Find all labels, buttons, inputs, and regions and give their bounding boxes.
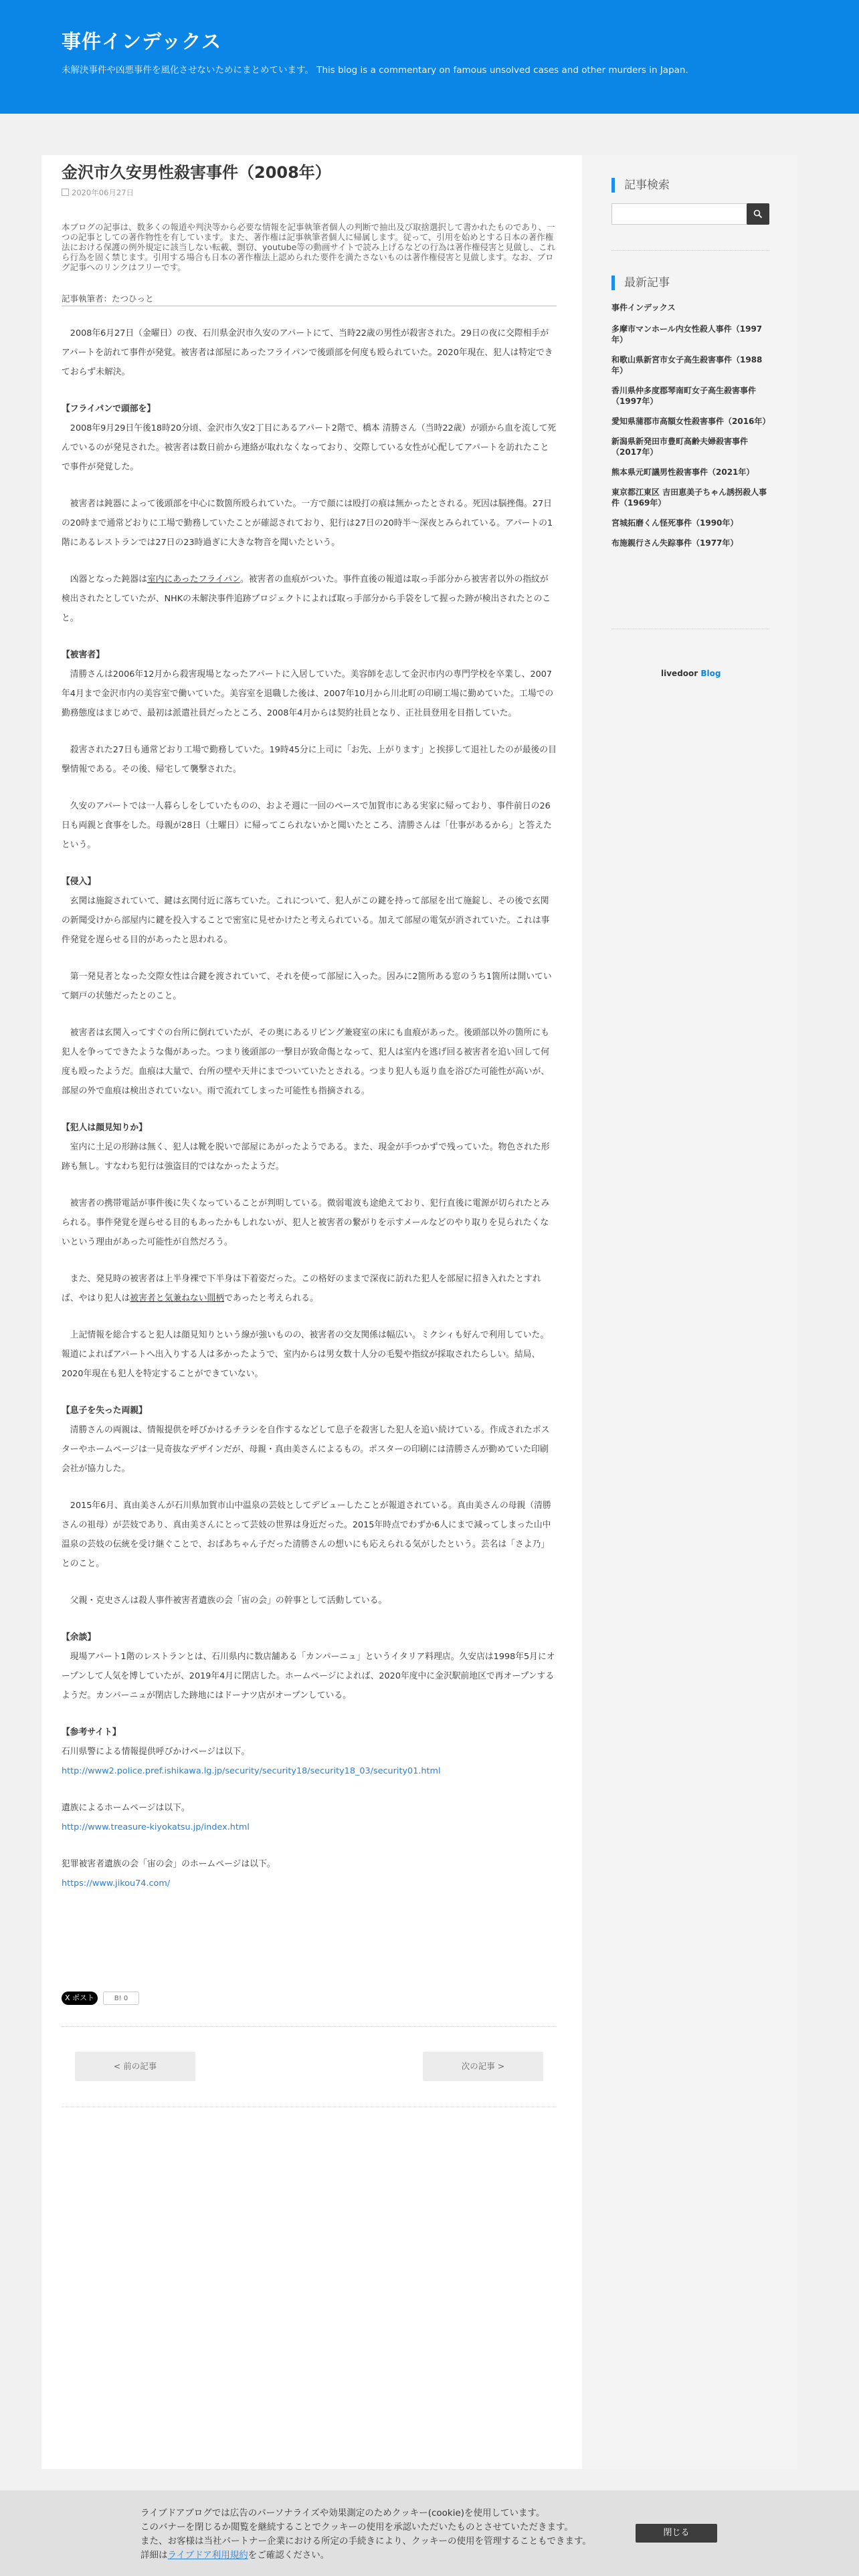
section [62, 1118, 557, 1176]
divider [62, 2026, 557, 2027]
cookie-line: また、お客様は当社パートナー企業における所定の手続きにより、クッキーの使用を管理することもできます。 [140, 2536, 591, 2547]
section-heading: 【犯人は顔見知りか】 [62, 1123, 147, 1133]
divider [611, 250, 769, 251]
paragraph: 被害者は鈍器によって後頭部を中心に数箇所殴られていた。一方で顔には殴打の痕は無かったとされる。死因は脳挫傷。27日の20時まで通常どおりに工場で勤務していたことが確認されており、犯行は27日の20時半〜深夜とみられている。アパートの1階にあるレストランでは27日の23時過ぎに大きな物音を聞いたという。 [62, 499, 553, 548]
article-title: 金沢市久安男性殺害事件（2008年） [62, 163, 331, 182]
site-header [0, 0, 859, 114]
cookie-line: このバナーを閉じるか閲覧を継続することでクッキーの使用を承認いただいたものとさせていただきます。 [140, 2522, 573, 2533]
text: 。被害者の血痕がついた。事件直後の報道は取っ手部分から被害者以外の指紋が検出されたとしていたが、NHKの未解決事件追跡プロジェクトによれば取っ手部分から手袋をして握った跡が検出されたとのこと。 [62, 574, 551, 623]
copyright-disclaimer: 本ブログの記事は、数多くの報道や判決等から必要な情報を記事執筆者個人の判断で抽出及び取捨選択して書かれたものであり、一つの記事としての著作物性を有しています。また、著作権は記事執筆者個人に帰属します。従って、引用を始めとする日本の著作権法における保護の例外規定に該当しない転載、剽窃、youtube等の動画サイトで読み上げるなどの行為は著作権侵害と見做し、これら行為を固く禁じます。引用する場合も日本の著作権法上認められた要件を満たさないものは著作権侵害と見做します。なお、ブログ記事へのリンクはフリーです。 [62, 222, 556, 272]
share-x-button[interactable]: X ポスト [62, 1992, 98, 2005]
paragraph: 2015年6月、真由美さんが石川県加賀市山中温泉の芸妓としてデビューしたことが報道されている。真由美さんの母親（清勝さんの祖母）が芸妓であり、真由美さんにとって芸妓の世界は身近だった。2015年時点でわずか6人にまで減ってしまった山中温泉の芸妓の伝統を受け継ぐことで、おばあちゃん子だった清勝さんの想いにも応えられる気がしたという。芸名は「さよ乃」とのこと。 [62, 1501, 551, 1569]
hatena-bookmark-button[interactable]: B! 0 [103, 1992, 139, 2005]
reference-link-family[interactable]: http://www.treasure-kiyokatsu.jp/index.html [62, 1822, 250, 1832]
text: 凶器となった鈍器は [62, 574, 147, 584]
next-article-button[interactable]: 次の記事 > [423, 2052, 543, 2081]
reference-item [62, 1854, 557, 1893]
reference-item [62, 1798, 557, 1837]
paragraph: 2008年9月29日午後18時20分頃、金沢市久安2丁目にあるアパート2階で、橋本 清勝さん（当時22歳）が頭から血を流して死んでいるのが発見された。被害者は数日前から連絡が取れなくなっており、交際している女性が心配してアパートを訪れたことで事件が発覚した。 [62, 423, 557, 472]
paragraph: 久安のアパートでは一人暮らしをしていたものの、およそ週に一回のペースで加賀市にある実家に帰っており、事件前日の26日も両親と食事をした。母親が28日（土曜日）に帰ってこられないかと聞いたところ、清勝さんは「仕事があるから」と答えたという。 [62, 801, 552, 850]
section-heading: 【息子を失った両親】 [62, 1406, 147, 1416]
recent-article-link[interactable]: 東京都江東区 吉田恵美子ちゃん誘拐殺人事件（1969年） [611, 488, 767, 508]
section-heading: 【被害者】 [62, 650, 104, 660]
paragraph: 清勝さんの両親は、情報提供を呼びかけるチラシを自作するなどして息子を殺害した犯人を追い続けている。作成されたポスターやホームページは一見奇抜なデザインだが、母親・真由美さんによるもの。ポスターの印刷には清勝さんが勤めていた印刷会社が協力した。 [62, 1425, 550, 1474]
reference-section [62, 1723, 557, 1781]
logo-text-blog: Blog [700, 669, 721, 678]
paragraph: 清勝さんは2006年12月から殺害現場となったアパートに入居していた。美容師を志して金沢市内の専門学校を卒業し、2007年4月まで金沢市内の美容室で働いていた。美容室を退職した後は、2007年10月から川北町の印刷工場に勤めていた。工場での勤務態度はまじめで、最初は派遣社員だったところ、2008年4月からは契約社員となり、正社員登用を目指していた。 [62, 669, 554, 718]
reference-label: 犯罪被害者遺族の会「宙の会」のホームページは以下。 [62, 1859, 276, 1869]
prev-article-button[interactable]: < 前の記事 [75, 2052, 195, 2081]
reference-label: 遺族によるホームページは以下。 [62, 1803, 190, 1813]
sidebar [582, 155, 797, 2469]
paragraph: 現場アパート1階のレストランとは、石川県内に数店舗ある「カンパーニュ」というイタリア料理店。久安店は1998年5月にオープンして人気を博していたが、2019年4月に閉店した。ホームページによれば、2020年度中に金沢駅前地区で再オープンするようだ。カンパーニュが閉店した跡地にはドーナツ店がオープンしている。 [62, 1652, 555, 1701]
livedoor-blog-logo[interactable] [661, 669, 721, 678]
section [62, 1628, 557, 1705]
recent-article-link[interactable]: 香川県仲多度郡琴南町女子高生殺害事件（1997年） [611, 386, 757, 406]
recent-article-link[interactable]: 宮城拓磨くん怪死事件（1990年） [611, 518, 739, 528]
site-description: 未解決事件や凶悪事件を風化させないためにまとめています。 This blog is a commentary on famous unsolved cases and other murders in Japan. [62, 65, 688, 76]
terms-link[interactable]: ライブドア利用規約 [167, 2550, 248, 2561]
section [62, 645, 557, 723]
site-title[interactable]: 事件インデックス [62, 30, 222, 53]
recent-article-link[interactable]: 新潟県新発田市豊町高齢夫婦殺害事件（2017年） [611, 437, 749, 457]
search-icon [753, 209, 763, 219]
cookie-consent-bar [0, 2490, 859, 2576]
paragraph: 室内に土足の形跡は無く、犯人は靴を脱いで部屋にあがったようである。また、現金が手つかずで残っていた。物色された形跡も無し。すなわち犯行は強盗目的ではなかったようだ。 [62, 1142, 550, 1172]
paragraph [62, 1269, 557, 1308]
section [62, 399, 557, 477]
recent-article-link[interactable]: 熊本県元町議男性殺害事件（2021年） [611, 467, 755, 477]
underlined-text: 室内にあったフライパン [147, 574, 240, 584]
recent-widget-title: 最新記事 [611, 276, 670, 290]
recent-article-link[interactable]: 布施親行さん失踪事件（1977年） [611, 538, 739, 548]
cookie-line [140, 2549, 636, 2563]
reference-link-police[interactable]: http://www2.police.pref.ishikawa.lg.jp/security/security18/security18_03/security01.html [62, 1766, 441, 1776]
article-main [41, 155, 582, 2469]
article-date-text: 2020年06月27日 [72, 188, 134, 197]
reference-label: 石川県警による情報提供呼びかけページは以下。 [62, 1747, 250, 1757]
cookie-close-button[interactable]: 閉じる [636, 2524, 717, 2543]
search-widget-title: 記事検索 [611, 178, 670, 193]
section [62, 1401, 557, 1479]
cookie-notice-text [140, 2506, 636, 2563]
section [62, 872, 557, 950]
recent-article-link[interactable]: 和歌山県新宮市女子高生殺害事件（1988年） [611, 355, 763, 375]
paragraph: 上記情報を総合すると犯人は顔見知りという線が強いものの、被害者の交友関係は幅広い。ミクシィも好んで利用していた。報道によればアパートへ出入りする人は多かったようで、室内からは男女数十人分の毛髪や指紋が採取されたらしい。結局、2020年現在も犯人を特定することができていない。 [62, 1330, 549, 1379]
article-author: 記事執筆者：たつひっと [62, 294, 154, 304]
text: また、発見時の被害者は上半身裸で下半身は下着姿だった。この格好のままで深夜に訪れた犯人を部屋に招き入れたとすれば、やはり犯人は [62, 1274, 541, 1303]
recent-articles-list [611, 302, 769, 558]
paragraph: 殺害された27日も通常どおり工場で勤務していた。19時45分に上司に「お先、上がります」と挨拶して退社したのが最後の目撃情報である。その後、帰宅して襲撃された。 [62, 745, 557, 774]
paragraph: 第一発見者となった交際女性は合鍵を渡されていて、それを使って部屋に入った。因みに2箇所ある窓のうち1箇所は開いていて網戸の状態だったとのこと。 [62, 972, 552, 1001]
paragraph [62, 570, 557, 628]
reference-link-jikou[interactable]: https://www.jikou74.com/ [62, 1879, 171, 1889]
section-heading: 【余談】 [62, 1632, 96, 1642]
section-heading: 【フライパンで頭部を】 [62, 404, 156, 414]
recent-article-link[interactable]: 事件インデックス [611, 303, 676, 312]
recent-article-link[interactable]: 愛知県蒲郡市高額女性殺害事件（2016年） [611, 417, 771, 426]
text: であったと考えられる。 [224, 1293, 318, 1303]
text: 詳細は [140, 2550, 168, 2561]
text: をご確認ください。 [248, 2550, 330, 2561]
cookie-line: ライブドアブログでは広告のパーソナライズや効果測定のためクッキー(cookie)を使用しています。 [140, 2508, 545, 2518]
paragraph: 被害者の携帯電話が事件後に失くなっていることが判明している。微弱電波も途絶えており、犯行直後に電源が切られたとみられる。事件発覚を遅らせる目的もあったかもしれないが、犯人と被害者の繋がりを示すメールなどのやり取りを見られたくないという理由があった可能性が自然だろう。 [62, 1198, 550, 1247]
paragraph: 被害者は玄関入ってすぐの台所に倒れていたが、その奥にあるリビング兼寝室の床にも血痕があった。後頭部以外の箇所にも犯人を争ってできたような傷があった。つまり後頭部の一撃目が致命傷となって、犯人は室内を逃げ回る被害者を追い回して何度も殴ったようだ。血痕は大量で、台所の壁や天井にまでついていたとされる。つまり犯人も返り血を浴びた可能性が高いが、部屋の外で血痕は検出されていない。雨で流れてしまった可能性も指摘される。 [62, 1028, 550, 1096]
search-button[interactable] [747, 203, 769, 225]
recent-article-link[interactable]: 多摩市マンホール内女性殺人事件（1997年） [611, 324, 763, 344]
article-body [62, 324, 557, 1911]
underlined-text: 被害者と気兼ねない間柄 [130, 1293, 225, 1303]
paragraph: 父親・克史さんは殺人事件被害者遺族の会「宙の会」の幹事として活動している。 [62, 1596, 387, 1606]
article-date [62, 187, 134, 198]
paragraph: 2008年6月27日（金曜日）の夜、石川県金沢市久安のアパートにて、当時22歳の男性が殺害された。29日の夜に交際相手がアパートを訪れて事件が発覚。被害者は部屋にあったフライパンで後頭部を何度も殴られていた。2020年現在、犯人は特定できておらず未解決。 [62, 328, 553, 377]
section-heading: 【参考サイト】 [62, 1727, 121, 1737]
calendar-icon [62, 189, 69, 196]
search-input[interactable] [611, 203, 751, 225]
paragraph: 玄関は施錠されていて、鍵は玄関付近に落ちていた。これについて、犯人がこの鍵を持って部屋を出て施錠し、その後で玄関の新聞受けから部屋内に鍵を投入することで密室に見せかけたと考えられている。加えて部屋の電気が消されていた。これは事件発覚を遅らせる目的があったと思われる。 [62, 896, 550, 945]
section-heading: 【侵入】 [62, 877, 96, 887]
logo-text: livedoor [661, 669, 698, 678]
